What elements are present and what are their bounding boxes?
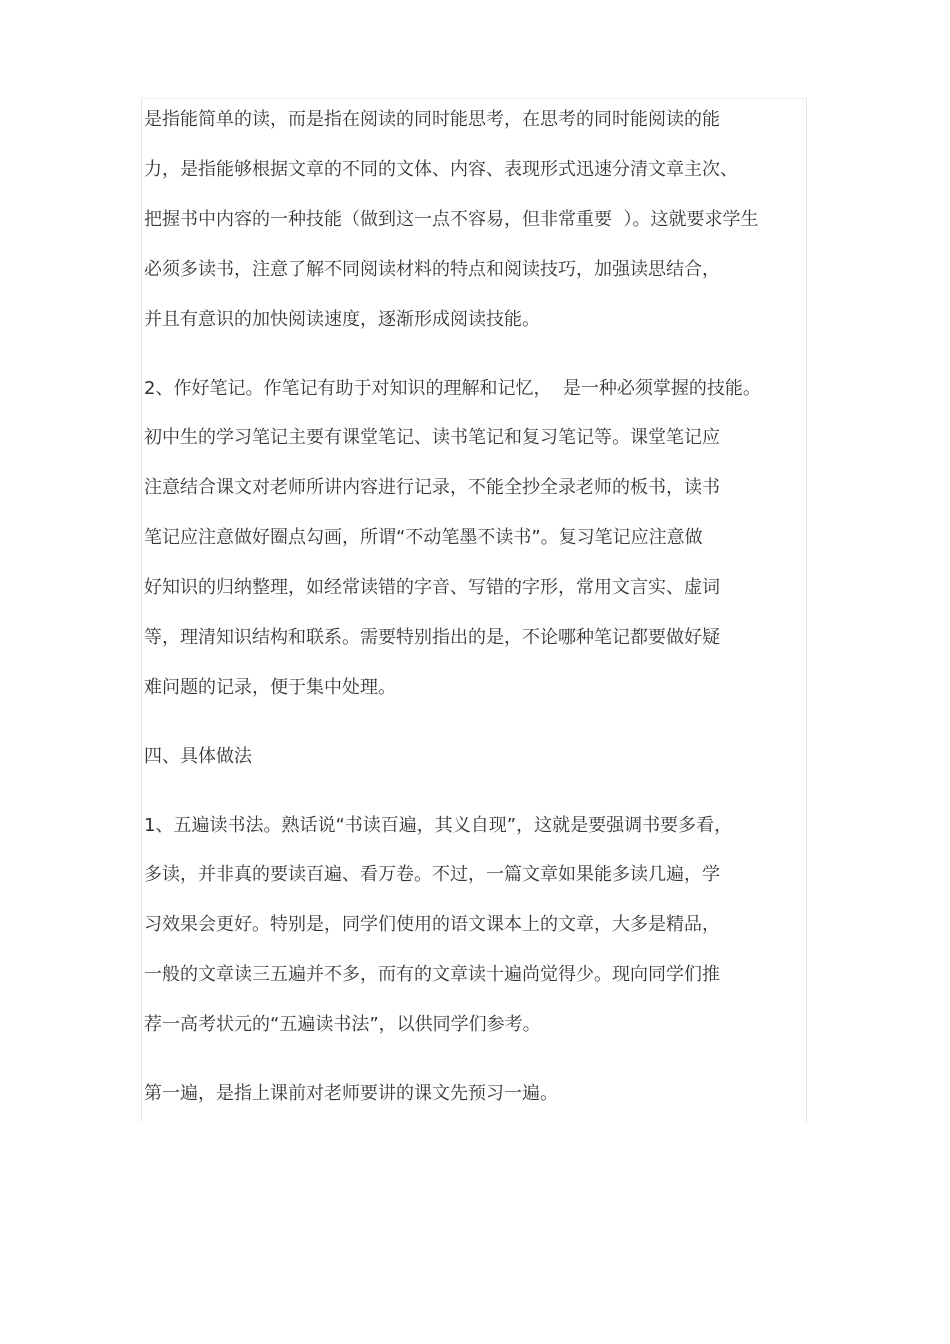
text-line: 1、五遍读书法。熟话说“书读百遍，其义自现”，这就是要强调书要多看， [144, 815, 733, 836]
text-line: 习效果会更好。特别是，同学们使用的语文课本上的文章，大多是精品， [144, 914, 720, 935]
text-line: 是指能简单的读，而是指在阅读的同时能思考，在思考的同时能阅读的能 [144, 109, 720, 130]
text-line: 把握书中内容的一种技能（做到这一点不容易，但非常重要 ）。这就要求学生 [144, 209, 759, 230]
text-line: 注意结合课文对老师所讲内容进行记录，不能全抄全录老师的板书，读书 [144, 477, 720, 498]
text-line: 多读，并非真的要读百遍、看万卷。不过，一篇文章如果能多读几遍，学 [144, 864, 720, 885]
text-line: 初中生的学习笔记主要有课堂笔记、读书笔记和复习笔记等。课堂笔记应 [144, 427, 720, 448]
text-line: 必须多读书，注意了解不同阅读材料的特点和阅读技巧，加强读思结合， [144, 259, 720, 280]
text-line: 一般的文章读三五遍并不多，而有的文章读十遍尚觉得少。现向同学们推 [144, 964, 720, 985]
text-line: 并且有意识的加快阅读速度，逐渐形成阅读技能。 [144, 309, 540, 330]
text-line: 等，理清知识结构和联系。需要特别指出的是，不论哪种笔记都要做好疑 [144, 627, 720, 648]
text-line: 第一遍，是指上课前对老师要讲的课文先预习一遍。 [144, 1083, 558, 1104]
text-line: 2、作好笔记。作笔记有助于对知识的理解和记忆， 是一种必须掌握的技能。 [144, 378, 761, 399]
text-line: 难问题的记录，便于集中处理。 [144, 677, 396, 698]
text-line: 好知识的归纳整理，如经常读错的字音、写错的字形，常用文言实、虚词 [144, 577, 720, 598]
text-line: 笔记应注意做好圈点勾画，所谓“不动笔墨不读书”。复习笔记应注意做 [144, 527, 703, 548]
text-line: 荐一高考状元的“五遍读书法”，以供同学们参考。 [144, 1014, 541, 1035]
text-line: 力，是指能够根据文章的不同的文体、内容、表现形式迅速分清文章主次、 [144, 159, 738, 180]
section-heading: 四、具体做法 [144, 746, 252, 767]
